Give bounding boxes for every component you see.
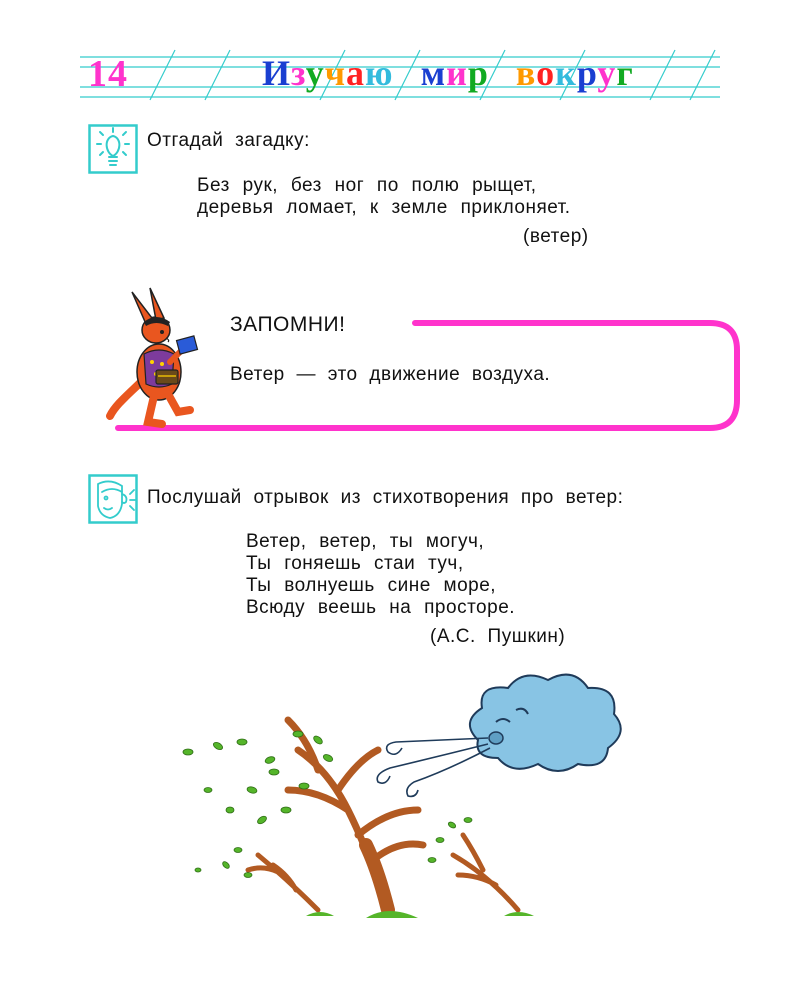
riddle-answer: (ветер): [523, 226, 589, 247]
title-word-3: [516, 53, 634, 93]
poem-author: (А.С. Пушкин): [430, 626, 566, 647]
large-tree-icon: [288, 720, 423, 918]
poem: [246, 531, 515, 619]
poem-line: Ветер, ветер, ты могуч,: [246, 531, 485, 552]
remember-text: Ветер — это движение воздуха.: [230, 364, 551, 385]
page-title: [262, 52, 634, 94]
small-tree-icon: [453, 835, 534, 916]
title-word-1: [262, 53, 394, 93]
title-letter: з: [291, 53, 306, 93]
title-letter: у: [597, 53, 617, 93]
riddle-text: [197, 175, 571, 219]
page-number: 14: [88, 53, 128, 95]
title-letter: в: [515, 53, 537, 93]
small-tree-icon: [248, 855, 334, 916]
kangaroo-icon: [104, 284, 214, 429]
title-letter: р: [576, 53, 598, 93]
title-letter: г: [616, 53, 634, 93]
title-letter: а: [346, 53, 366, 93]
title-letter: у: [305, 53, 325, 93]
page-header: [0, 0, 800, 120]
riddle-line: Без рук, без ног по полю рыщет,: [197, 175, 537, 196]
poem-line: Всюду веешь на просторе.: [246, 597, 516, 618]
title-letter: И: [262, 53, 292, 93]
title-letter: о: [536, 53, 556, 93]
riddle-prompt: Отгадай загадку:: [147, 130, 310, 151]
title-letter: ю: [365, 53, 394, 93]
title-letter: и: [446, 53, 468, 93]
title-word-2: [421, 53, 489, 93]
title-letter: ч: [324, 53, 347, 93]
title-letter: к: [555, 53, 577, 93]
leaves: [183, 731, 472, 878]
title-letter: р: [467, 53, 489, 93]
poem-line: Ты гоняешь стаи туч,: [246, 553, 464, 574]
poem-line: Ты волнуешь сине море,: [246, 575, 497, 596]
listen-prompt: Послушай отрывок из стихотворения про ветер:: [147, 487, 624, 508]
lightbulb-icon: [88, 124, 138, 174]
listening-face-icon: [88, 474, 138, 524]
blowing-cloud-icon: [470, 675, 621, 771]
riddle-line: деревья ломает, к земле приклоняет.: [197, 197, 571, 218]
remember-title: ЗАПОМНИ!: [230, 313, 346, 336]
wind-blowing-trees-illustration: [178, 660, 638, 930]
title-letter: м: [420, 53, 447, 93]
